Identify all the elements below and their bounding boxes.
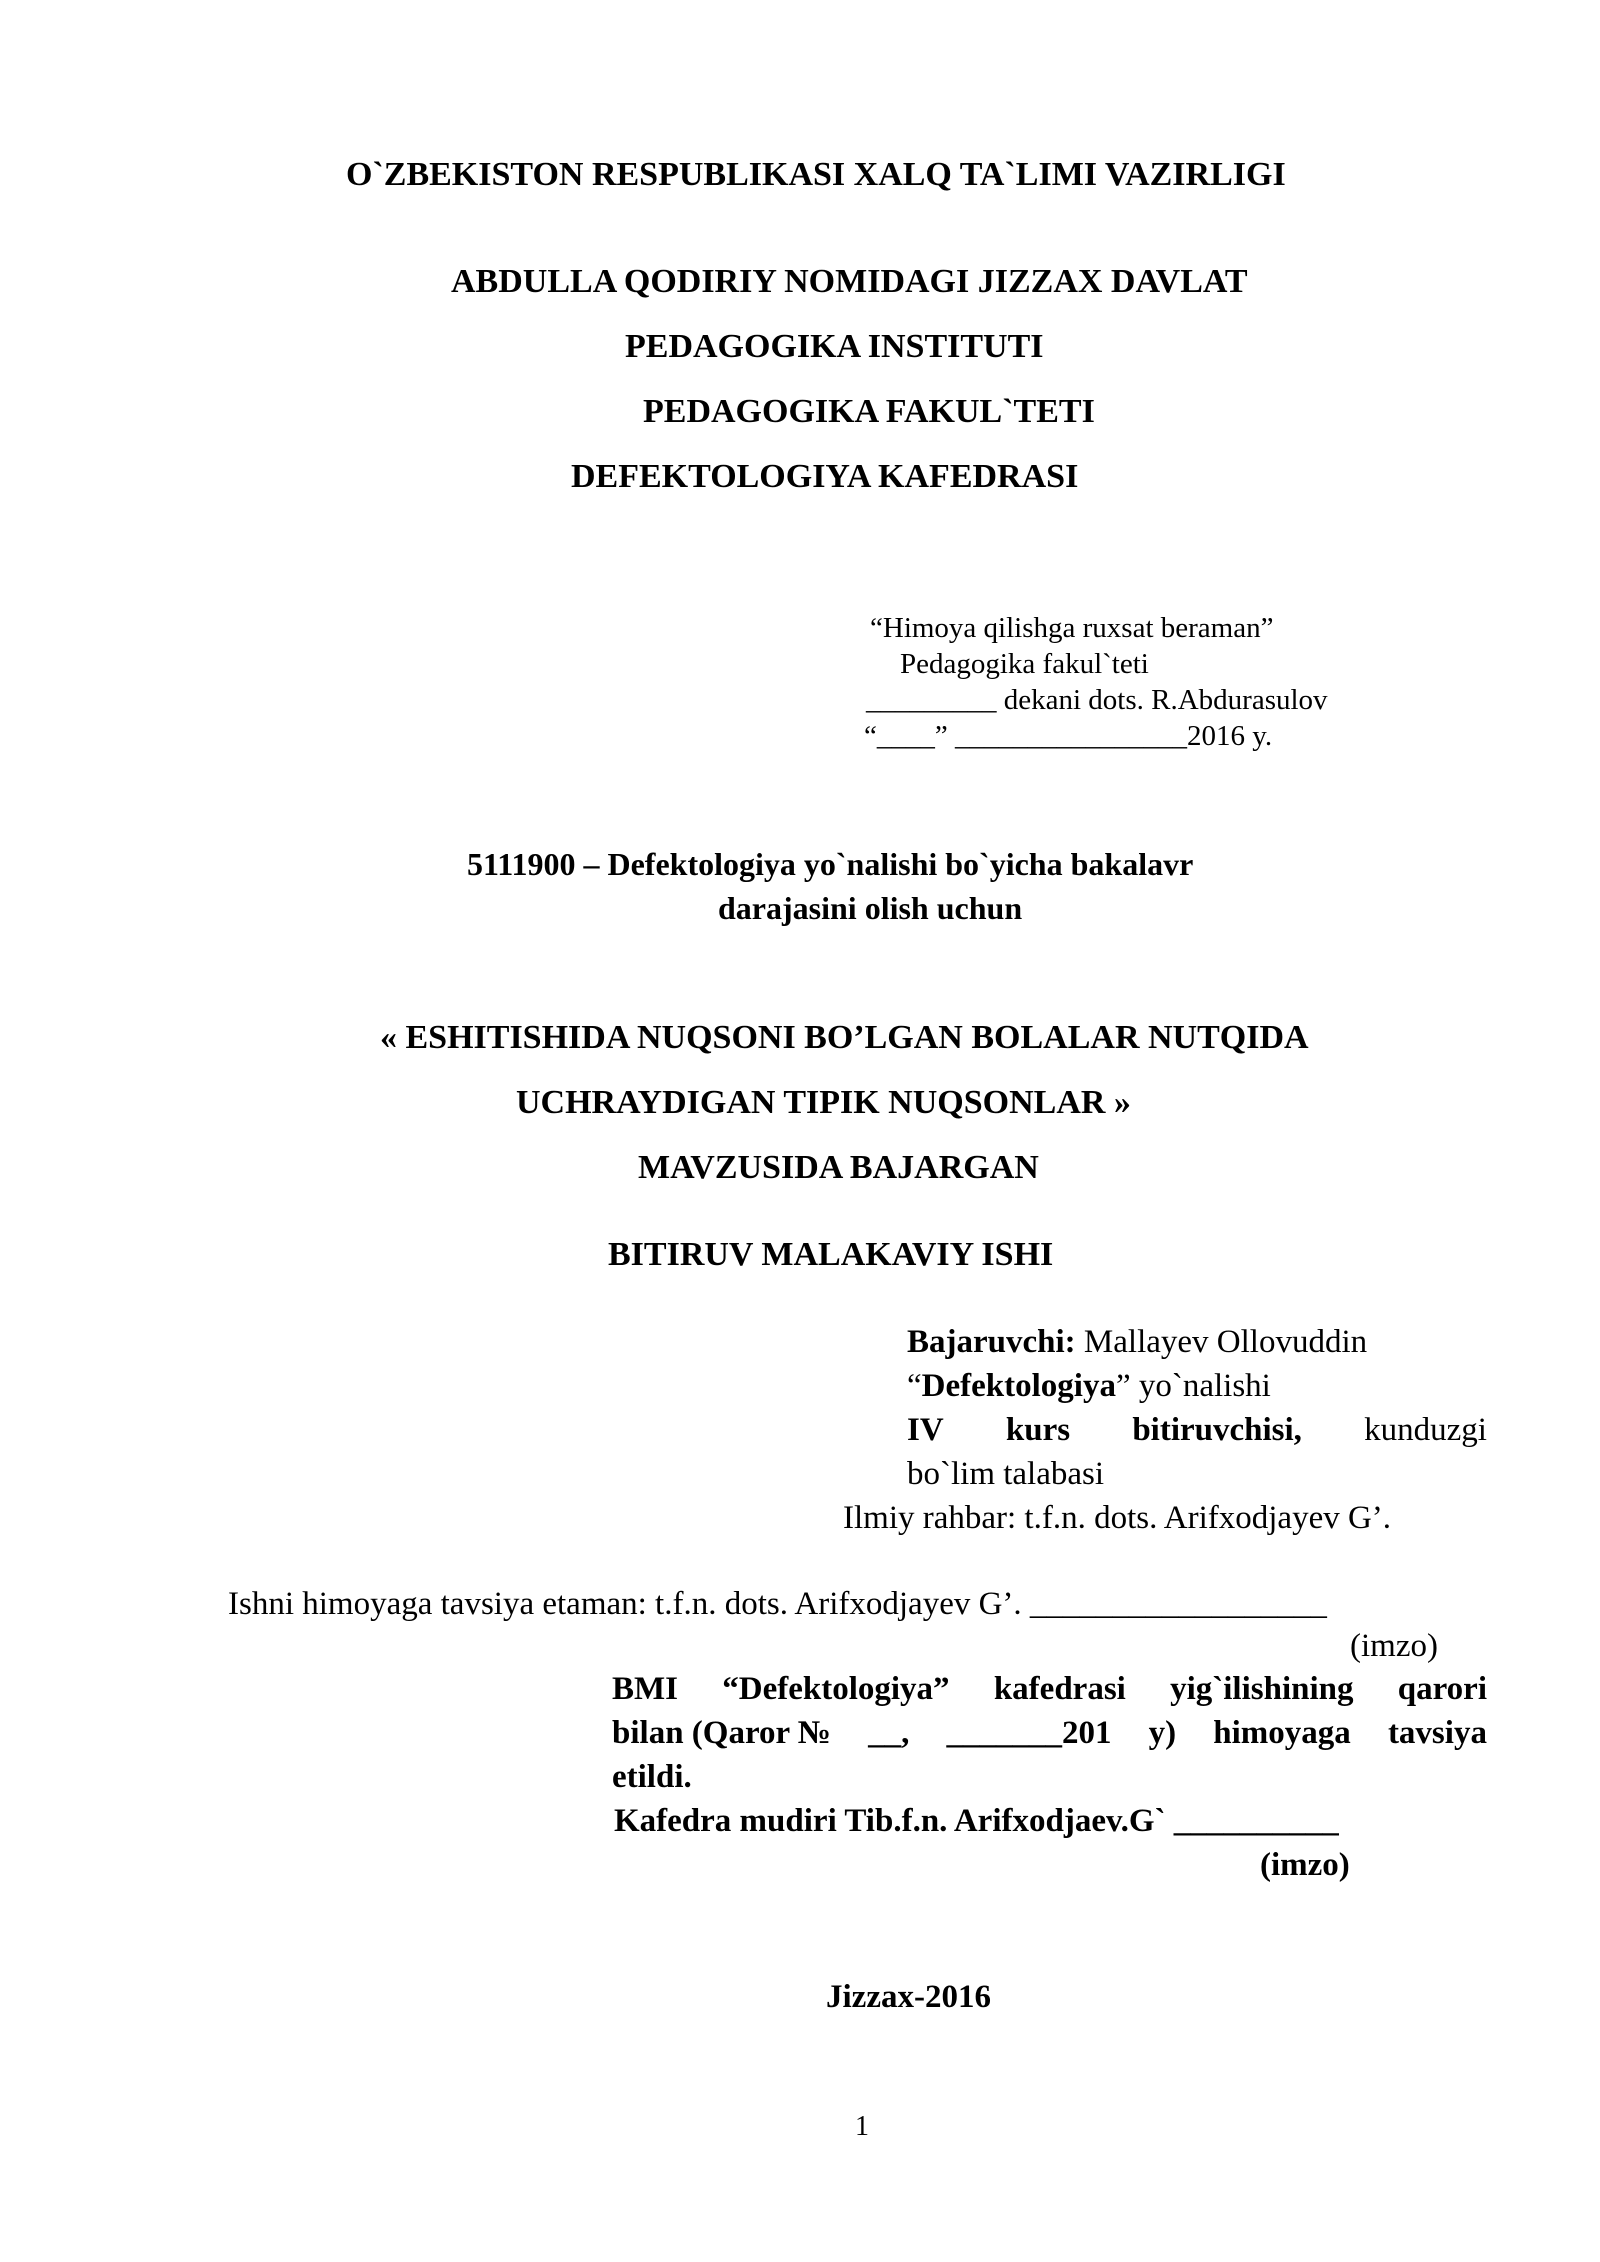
institute-title-line2: PEDAGOGIKA INSTITUTI [625,328,1044,365]
decision-word: kafedrasi [993,1671,1126,1707]
department-head-line: Kafedra mudiri Tib.f.n. Arifxodjaev.G` __________ [614,1803,1339,1839]
work-type-title: BITIRUV MALAKAVIY ISHI [608,1236,1054,1273]
direction-line [907,1370,1271,1403]
topic-line2: UCHRAYDIGAN TIPIK NUQSONLAR » [516,1084,1131,1121]
direction-open-quote: “ [907,1368,922,1404]
degree-line1: 5111900 – Defektologiya yo`nalishi bo`yicha bakalavr [467,846,1194,882]
approval-line2: Pedagogika fakul`teti [900,648,1149,680]
decision-word: qarori [1397,1671,1487,1707]
ministry-title: O`ZBEKISTON RESPUBLIKASI XALQ TA`LIMI VAZIRLIGI [346,156,1286,193]
decision-word: __, [868,1715,910,1751]
supervisor-line: Ilmiy rahbar: t.f.n. dots. Arifxodjayev G’. [843,1500,1392,1536]
direction-name: Defektologiya [921,1368,1116,1404]
department-line: bo`lim talabasi [907,1456,1105,1492]
course-word: IV [907,1412,944,1448]
performer-name: Mallayev Ollovuddin [1075,1324,1368,1360]
institute-title-line1: ABDULLA QODIRIY NOMIDAGI JIZZAX DAVLAT [451,263,1248,300]
place-year: Jizzax-2016 [826,1979,991,2015]
course-word: bitiruvchisi, [1132,1412,1302,1448]
direction-suffix: ” yo`nalishi [1115,1368,1271,1404]
department-title: DEFEKTOLOGIYA KAFEDRASI [571,458,1079,495]
degree-line2: darajasini olish uchun [718,890,1023,926]
recommendation-signature: (imzo) [1350,1628,1438,1664]
department-head-signature: (imzo) [1260,1847,1350,1883]
approval-line3: _________ dekani dots. R.Abdurasulov [866,684,1328,716]
decision-word: himoyaga [1213,1715,1351,1751]
course-word: kunduzgi [1364,1412,1487,1448]
decision-word: BMI [612,1671,678,1707]
recommendation-line: Ishni himoyaga tavsiya etaman: t.f.n. dots. Arifxodjayev G’. __________________ [228,1586,1327,1622]
decision-word: yig`ilishining [1170,1671,1354,1707]
approval-line1: “Himoya qilishga ruxsat beraman” [870,612,1274,644]
decision-word: y) [1148,1715,1177,1751]
page-number: 1 [855,2111,869,2142]
course-line [907,1414,1487,1447]
faculty-title: PEDAGOGIKA FAKUL`TETI [643,393,1095,430]
performer-label: Bajaruvchi: [907,1324,1076,1360]
performer-line [907,1326,1367,1359]
decision-word: _______201 [946,1715,1112,1751]
topic-line3: MAVZUSIDA BAJARGAN [638,1149,1039,1186]
decision-line1 [612,1673,1487,1706]
topic-line1: « ESHITISHIDA NUQSONI BO’LGAN BOLALAR NUTQIDA [380,1019,1309,1056]
decision-word: tavsiya [1387,1715,1487,1751]
decision-word: “Defektologiya” [722,1671,950,1707]
approval-line4: “____” ________________2016 y. [864,720,1273,752]
decision-line2 [612,1717,1487,1750]
decision-word: bilan (Qaror № [612,1715,831,1751]
course-word: kurs [1005,1412,1071,1448]
decision-line3: etildi. [612,1759,692,1795]
